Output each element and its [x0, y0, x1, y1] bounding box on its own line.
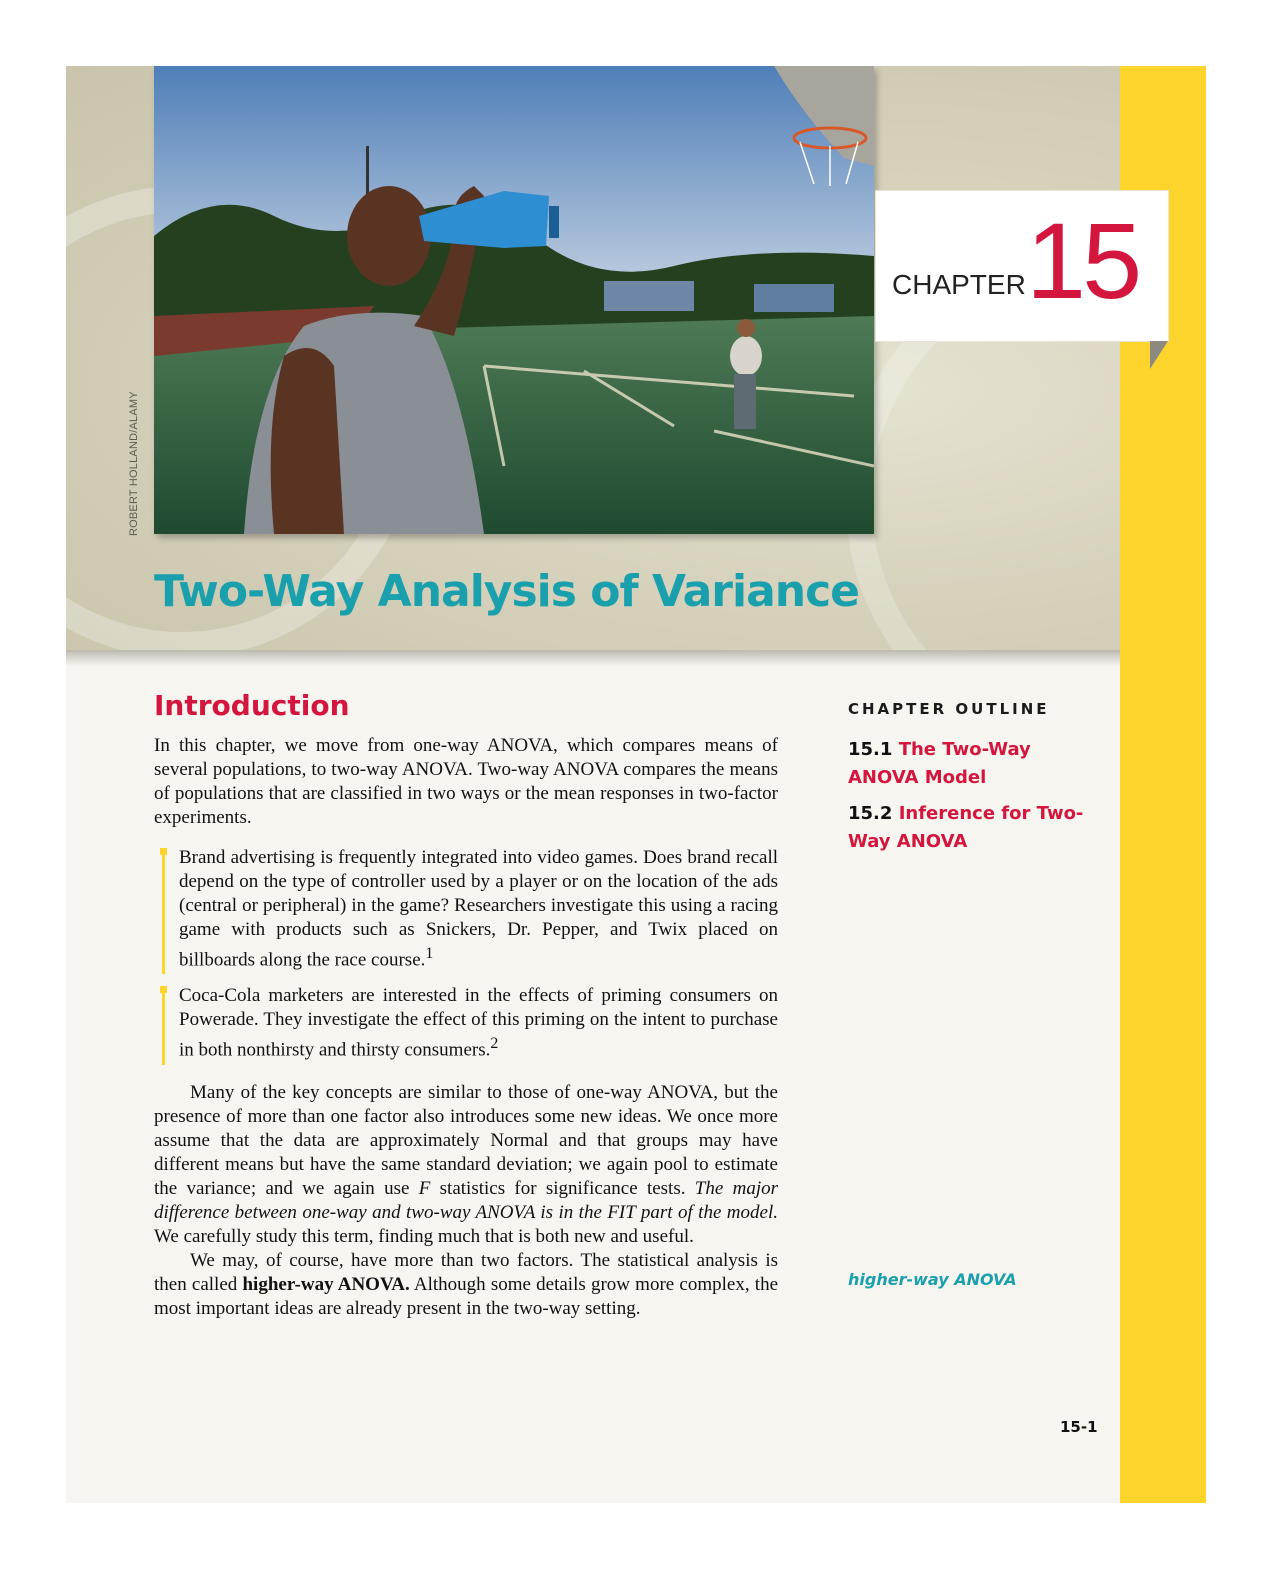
- outline-item-15-2[interactable]: [848, 800, 1088, 856]
- key-term: higher-way ANOVA.: [242, 1273, 410, 1295]
- outline-number: 15.1: [848, 739, 893, 760]
- footnote-ref[interactable]: 1: [425, 945, 434, 962]
- intro-paragraph: In this chapter, we move from one-way ANOVA, which compares means of several populations, to two-way ANOVA. Two-way ANOVA compares the means of populations that are classified in two ways or the mean responses in two-factor experiments.: [154, 735, 778, 828]
- chapter-outline: [848, 700, 1088, 864]
- text-run: We carefully study this term, finding much that is both new and useful.: [154, 1225, 694, 1247]
- page-number: 15-1: [1060, 1418, 1098, 1436]
- list-item: [154, 984, 778, 1062]
- footnote-ref[interactable]: 2: [490, 1035, 499, 1053]
- text-run: Although some details grow more complex, the most important ideas are already present in the two-way setting.: [154, 1273, 779, 1319]
- outline-link[interactable]: The Two-Way ANOVA Model: [848, 739, 1031, 788]
- body-paragraph: [154, 1081, 778, 1249]
- chapter-label-box: [876, 191, 1168, 341]
- outline-number: 15.2: [848, 803, 893, 824]
- text-run: statistics for significance tests.: [430, 1177, 695, 1199]
- chapter-photo: [154, 66, 874, 534]
- textbook-page: [66, 66, 1206, 1503]
- outline-heading: CHAPTER OUTLINE: [848, 700, 1050, 718]
- variable-f: F: [418, 1177, 431, 1199]
- list-item: [154, 846, 778, 972]
- example-list: [154, 846, 778, 1063]
- body-paragraph: [154, 1249, 778, 1321]
- outline-item-15-1[interactable]: [848, 736, 1088, 792]
- photo-credit: [128, 526, 138, 536]
- main-column: [154, 686, 778, 1321]
- chapter-box-fold: [1150, 341, 1168, 369]
- margin-key-term: higher-way ANOVA: [848, 1270, 1017, 1289]
- chapter-word: CHAPTER: [892, 269, 1026, 300]
- emphasis-text: The major difference between one-way and two-way ANOVA is in the FIT part of the model.: [154, 1177, 778, 1223]
- basketball-court-photo: [154, 66, 874, 534]
- outline-link[interactable]: Inference for Two-Way ANOVA: [848, 803, 1084, 852]
- header-shadow: [66, 650, 1120, 666]
- list-item-text: Brand advertising is frequently integrated into video games. Does brand recall depend on the type of controller used by a player or on the location of the ads (central or peripheral) in the game? Researchers investigate this using a racing game with products such as Snickers, Dr. Pepper, and Twix placed on billboards along the race course.: [179, 847, 778, 971]
- list-item-text: Coca-Cola marketers are interested in the effects of priming consumers on Powerade. They investigate the effect of this priming on the intent to purchase in both nonthirsty and thirsty consumers.: [179, 985, 778, 1061]
- chapter-title: Two-Way Analysis of Variance: [154, 566, 860, 617]
- chapter-number: 15: [1026, 200, 1139, 321]
- text-run: Many of the key concepts are similar to those of one-way ANOVA, but the presence of more than one factor also introduces some new ideas. We once more assume that the data are approximately Normal and that groups may have different means but have the same standard deviation; we again pool to estimate the variance; and we again use: [154, 1081, 778, 1199]
- text-run: We may, of course, have more than two factors. The statistical analysis is then called: [154, 1249, 778, 1295]
- section-heading: Introduction: [154, 689, 350, 722]
